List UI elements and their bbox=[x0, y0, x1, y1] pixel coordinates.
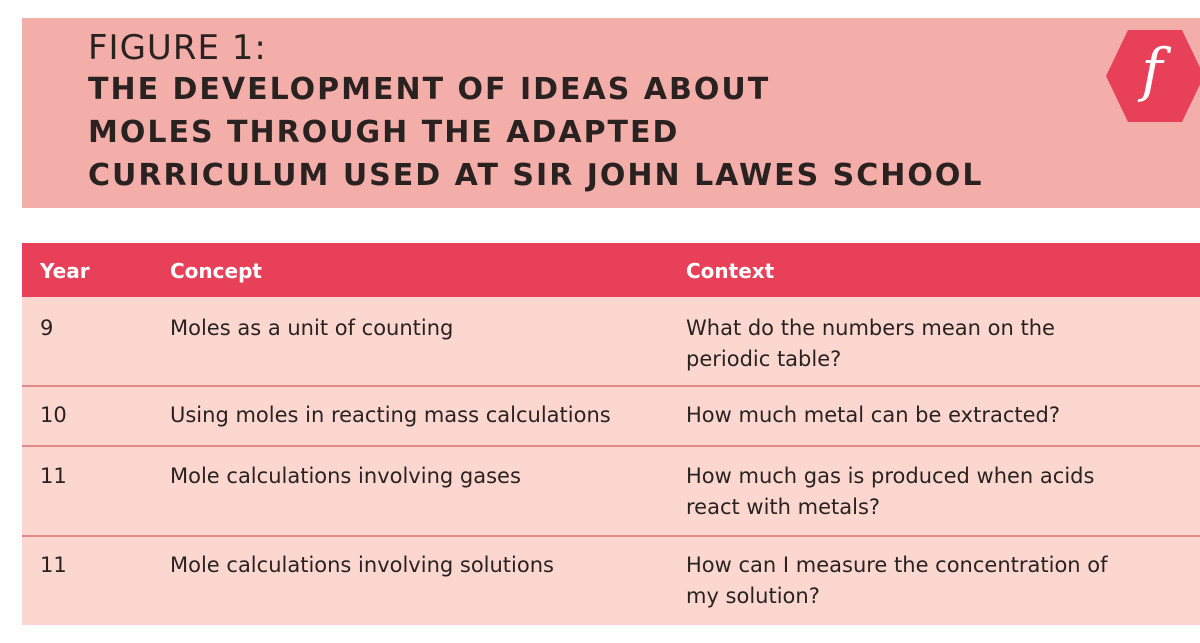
logo-letter: f bbox=[1141, 36, 1163, 104]
figure-title bbox=[88, 68, 1128, 197]
cell-context-line: How much metal can be extracted? bbox=[686, 403, 1060, 427]
cell-context bbox=[686, 461, 1186, 523]
cell-concept: Mole calculations involving gases bbox=[170, 464, 521, 488]
title-line-3: CURRICULUM USED AT SIR JOHN LAWES SCHOOL bbox=[88, 158, 984, 193]
figure-header bbox=[22, 18, 1200, 208]
title-line-2: MOLES THROUGH THE ADAPTED bbox=[88, 115, 680, 150]
table-row bbox=[22, 447, 1200, 535]
table-row bbox=[22, 297, 1200, 385]
cell-concept: Using moles in reacting mass calculations bbox=[170, 403, 611, 427]
hexagon-f-logo-icon bbox=[1100, 26, 1200, 126]
table-row bbox=[22, 387, 1200, 445]
cell-context-line: my solution? bbox=[686, 584, 820, 608]
cell-context bbox=[686, 400, 1186, 431]
table-header-row bbox=[22, 243, 1200, 297]
cell-context-line: How can I measure the concentration of bbox=[686, 553, 1108, 577]
table-row bbox=[22, 537, 1200, 625]
cell-context-line: What do the numbers mean on the bbox=[686, 316, 1055, 340]
column-header-context: Context bbox=[686, 259, 775, 283]
cell-year: 11 bbox=[40, 553, 67, 577]
cell-concept: Moles as a unit of counting bbox=[170, 316, 454, 340]
cell-year: 9 bbox=[40, 316, 54, 340]
title-line-1: THE DEVELOPMENT OF IDEAS ABOUT bbox=[88, 72, 771, 107]
column-header-year: Year bbox=[40, 259, 90, 283]
cell-context-line: periodic table? bbox=[686, 347, 842, 371]
curriculum-table bbox=[22, 243, 1200, 625]
cell-context bbox=[686, 550, 1186, 612]
figure-label: FIGURE 1: bbox=[88, 28, 267, 68]
cell-context bbox=[686, 313, 1186, 375]
cell-concept: Mole calculations involving solutions bbox=[170, 553, 554, 577]
column-header-concept: Concept bbox=[170, 259, 262, 283]
cell-context-line: How much gas is produced when acids bbox=[686, 464, 1095, 488]
cell-year: 11 bbox=[40, 464, 67, 488]
cell-context-line: react with metals? bbox=[686, 495, 881, 519]
cell-year: 10 bbox=[40, 403, 67, 427]
